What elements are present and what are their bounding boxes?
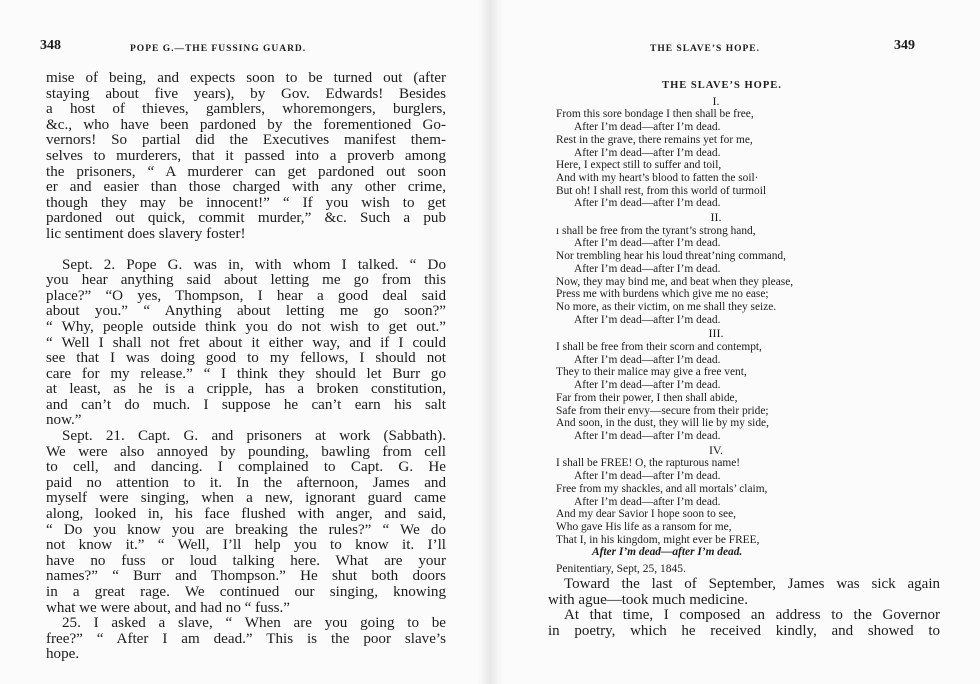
verse-refrain: After I’m dead—after I’m dead. (574, 429, 721, 442)
text-line: “ Do you know you are breaking the rules?” “ We do (46, 522, 446, 538)
verse-refrain: After I’m dead—after I’m dead. (574, 237, 721, 250)
stanza-numeral: III. (708, 326, 724, 341)
verse-line: Press me with burdens which give me no ease; (556, 288, 769, 301)
text-line: free?” “ After I am dead.” This is the poor slave’s (46, 631, 446, 647)
right-running-head: THE SLAVE’S HOPE. (650, 44, 761, 54)
paragraph-25 (46, 616, 446, 663)
text-line: Sept. 21. Capt. G. and prisoners at work (Sabbath). (62, 429, 446, 445)
stanza-2 (556, 211, 876, 326)
left-page-number: 348 (40, 38, 61, 53)
verse-line: Far from their power, I then shall abide, (556, 391, 738, 404)
verse-line: I shall be FREE! O, the rapturous name! (556, 457, 741, 470)
paragraph-september-sickness (548, 577, 940, 608)
left-running-head: POPE G.—THE FUSSING GUARD. (130, 44, 307, 54)
paragraph-sept-21 (46, 429, 446, 616)
paragraph-sept-2 (46, 258, 446, 430)
verse-line: I shall be free from their scorn and contempt, (556, 341, 762, 354)
verse-line: Safe from their envy—secure from their pride; (556, 404, 769, 417)
text-line: not know it.” “ Well, I’ll help you to know it. I’ll (46, 538, 446, 554)
text-line: lic sentiment does slavery foster! (46, 226, 246, 242)
verse-line: Free from my shackles, and all mortals’ claim, (556, 482, 768, 495)
text-line: along, looked in, his face flushed with anger, and said, (46, 507, 446, 523)
text-line: 25. I asked a slave, “ When are you going to be (62, 616, 446, 632)
text-line: “ Well I shall not fret about it either way, and if I could (46, 335, 446, 351)
verse-line: Here, I expect still to suffer and toil, (556, 159, 722, 172)
verse-final-refrain: After I’m dead—after I’m dead. (592, 546, 743, 559)
paragraph-pardons (46, 71, 446, 243)
text-line: At that time, I composed an address to the Governor (564, 608, 940, 624)
text-line: though they may be innocent!” “ If you wish to get (46, 195, 446, 211)
verse-line: But oh! I shall rest, from this world of turmoil (556, 184, 767, 197)
left-body-text (46, 71, 446, 663)
text-line: with ague—took much medicine. (548, 592, 748, 608)
verse-line: And my dear Savior I hope soon to see, (556, 508, 736, 521)
text-line: the prisoners, “ A murderer can get pardoned out soon (46, 164, 446, 180)
verse-line: Nor trembling hear his loud threat’ning command, (556, 250, 786, 263)
text-line: mise of being, and expects soon to be turned out (after (46, 71, 446, 86)
text-line: myself were singing, when a new, ignorant guard came (46, 491, 446, 507)
text-line: a host of thieves, gamblers, whoremongers, burglers, (46, 102, 446, 118)
text-line: now.” (46, 413, 82, 429)
stanza-3 (556, 327, 876, 442)
verse-line: Rest in the grave, there remains yet for me, (556, 133, 753, 146)
verse-line: Who gave His life as a ransom for me, (556, 520, 732, 533)
poem-title: THE SLAVE’S HOPE. (662, 80, 782, 91)
text-line: Sept. 2. Pope G. was in, with whom I talked. “ Do (62, 257, 446, 273)
right-prose-text (548, 577, 940, 639)
text-line: about you.” “ Anything about letting me go soon?” (46, 304, 446, 320)
text-line: care for my release.” “ I think they should let Burr go (46, 366, 446, 382)
stanza-numeral: II. (710, 210, 722, 225)
text-line: vernors! So partial did the Executives manifest them- (46, 133, 446, 149)
text-line: at least, as he is a cripple, has a broken constitution, (46, 382, 446, 398)
stanza-1 (556, 95, 876, 210)
verse-refrain: After I’m dead—after I’m dead. (574, 495, 721, 508)
verse-refrain: After I’m dead—after I’m dead. (574, 353, 721, 366)
text-line: you hear anything said about letting me go from this (46, 273, 446, 289)
text-line: in poetry, which he received kindly, and showed to (548, 623, 940, 639)
verse-line: From this sore bondage I then shall be free, (556, 108, 754, 121)
verse-line: ı shall be free from the tyrant’s strong hand, (556, 224, 756, 237)
verse-line: And soon, in the dust, they will lie by my side, (556, 417, 769, 430)
text-line: selves to murderers, that it passed into a proverb among (46, 148, 446, 164)
text-line: er and easier than those charged with any other crime, (46, 180, 446, 196)
verse-refrain: After I’m dead—after I’m dead. (574, 379, 721, 392)
verse-refrain: After I’m dead—after I’m dead. (574, 146, 721, 159)
poem-dateline: Penitentiary, Sept, 25, 1845. (556, 563, 686, 576)
text-line: pardoned out quick, commit murder,” &c. Such a pub (46, 211, 446, 227)
text-line: staying about five years), by Gov. Edwards! Besides (46, 86, 446, 102)
text-line: and can’t do much. I suppose he can’t earn his salt (46, 397, 446, 413)
verse-line: They to their malice may give a free vent, (556, 366, 747, 379)
text-line: paid no attention to it. In the afternoon, James and (46, 475, 446, 491)
text-line: see that I was doing good to my fellows, I should not (46, 351, 446, 367)
text-line: hope. (46, 647, 80, 663)
stanza-numeral: IV. (708, 442, 724, 457)
poem (556, 80, 876, 576)
paragraph-address-governor (548, 608, 940, 639)
stanza-numeral: I. (712, 93, 720, 108)
verse-line: That I, in his kingdom, might ever be FREE, (556, 533, 760, 546)
right-page-number: 349 (894, 38, 915, 53)
text-line: in a great rage. We continued our singing, knowing (46, 585, 446, 600)
verse-refrain: After I’m dead—after I’m dead. (574, 262, 721, 275)
text-line: have no fuss or loud talking here. What are your (46, 553, 446, 569)
verse-refrain: After I’m dead—after I’m dead. (574, 197, 721, 210)
stanza-4 (556, 444, 876, 559)
text-line: Toward the last of September, James was sick again (564, 577, 940, 592)
verse-refrain: After I’m dead—after I’m dead. (574, 121, 721, 134)
verse-refrain: After I’m dead—after I’m dead. (574, 313, 721, 326)
text-line: to cell, and dancing. I complained to Capt. G. He (46, 460, 446, 476)
text-line: names?” “ Burr and Thompson.” He shut both doors (46, 569, 446, 585)
text-line: what we were about, and had no “ fuss.” (46, 600, 290, 616)
verse-line: And with my heart’s blood to fatten the soil· (556, 171, 759, 184)
text-line: place?” “O yes, Thompson, I hear a good deal said (46, 288, 446, 304)
verse-line: Now, they may bind me, and beat when they please, (556, 275, 794, 288)
verse-line: No more, as their victim, on me shall they seize. (556, 300, 777, 313)
text-line: We were also annoyed by pounding, bawling from cell (46, 444, 446, 460)
text-line: “ Why, people outside think you do not wish to get out.” (46, 319, 446, 335)
text-line: &c., who have been pardoned by the forementioned Go- (46, 117, 446, 133)
verse-refrain: After I’m dead—after I’m dead. (574, 470, 721, 483)
